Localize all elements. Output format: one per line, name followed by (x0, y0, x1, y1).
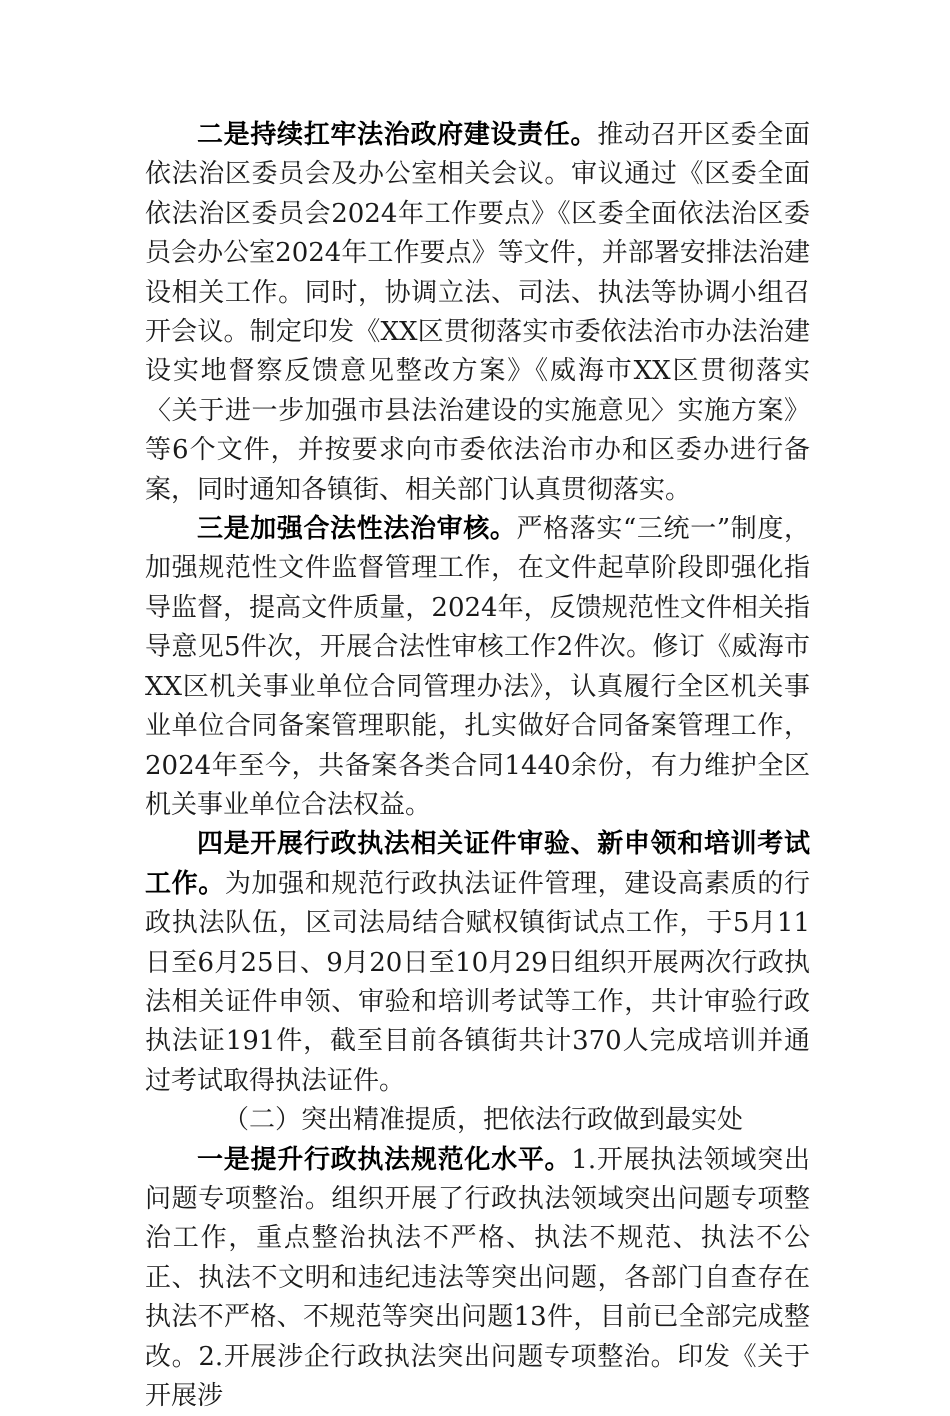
paragraph-body: 推动召开区委全面依法治区委员会及办公室相关会议。审议通过《区委全面依法治区委员会2024年工作要点》《区委全面依法治区委员会办公室2024年工作要点》等文件，并部署安排法治建设相关工作。同时，协调立法、司法、执法等协调小组召开会议。制定印发《XX区贯彻落实市委依法治市办法治建设实地督察反馈意见整改方案》《威海市XX区贯彻落实〈关于进一步加强市县法治建设的实施意见〉实施方案》等6个文件，并按要求向市委依法治市办和区委办进行备案，同时通知各镇街、相关部门认真贯彻落实。 (145, 120, 810, 505)
paragraph-body: 1.开展执法领域突出问题专项整治。组织开展了行政执法领域突出问题专项整治工作，重点整治执法不严格、执法不规范、执法不公正、执法不文明和违纪违法等突出问题，各部门自查存在执法不严格、不规范等突出问题13件，目前已全部完成整改。2.开展涉企行政执法突出问题专项整治。印发《关于开展涉 (145, 1144, 810, 1411)
paragraph-lead: 四是开展行政执法相关证件审验、新申领和培训考试工作。 (145, 829, 810, 899)
paragraph-lead: 一是提升行政执法规范化水平。 (197, 1144, 572, 1175)
paragraph-enforcement-certificates (145, 825, 810, 1101)
paragraph-body: 为加强和规范行政执法证件管理，建设高素质的行政执法队伍，区司法局结合赋权镇街试点工作，于5月11日至6月25日、9月20日至10月29日组织开展两次行政执法相关证件申领、审验和培训考试等工作，共计审验行政执法证191件，截至目前各镇街共计370人完成培训并通过考试取得执法证件。 (145, 868, 810, 1096)
document-body (145, 116, 810, 1416)
section-heading: （二）突出精准提质，把依法行政做到最实处 (223, 1105, 744, 1136)
paragraph-lead: 三是加强合法性法治审核。 (197, 514, 517, 545)
paragraph-enforcement-standardization (145, 1141, 810, 1416)
paragraph-legal-government-responsibility (145, 116, 810, 510)
paragraph-body: 严格落实“三统一”制度，加强规范性文件监督管理工作，在文件起草阶段即强化指导监督，提高文件质量，2024年，反馈规范性文件相关指导意见5件次，开展合法性审核工作2件次。修订《威海市XX区机关事业单位合同管理办法》，认真履行全区机关事业单位合同备案管理职能，扎实做好合同备案管理工作，2024年至今，共备案各类合同1440余份，有力维护全区机关事业单位合法权益。 (145, 514, 810, 820)
paragraph-legality-review (145, 510, 810, 825)
paragraph-lead: 二是持续扛牢法治政府建设责任。 (197, 120, 598, 150)
